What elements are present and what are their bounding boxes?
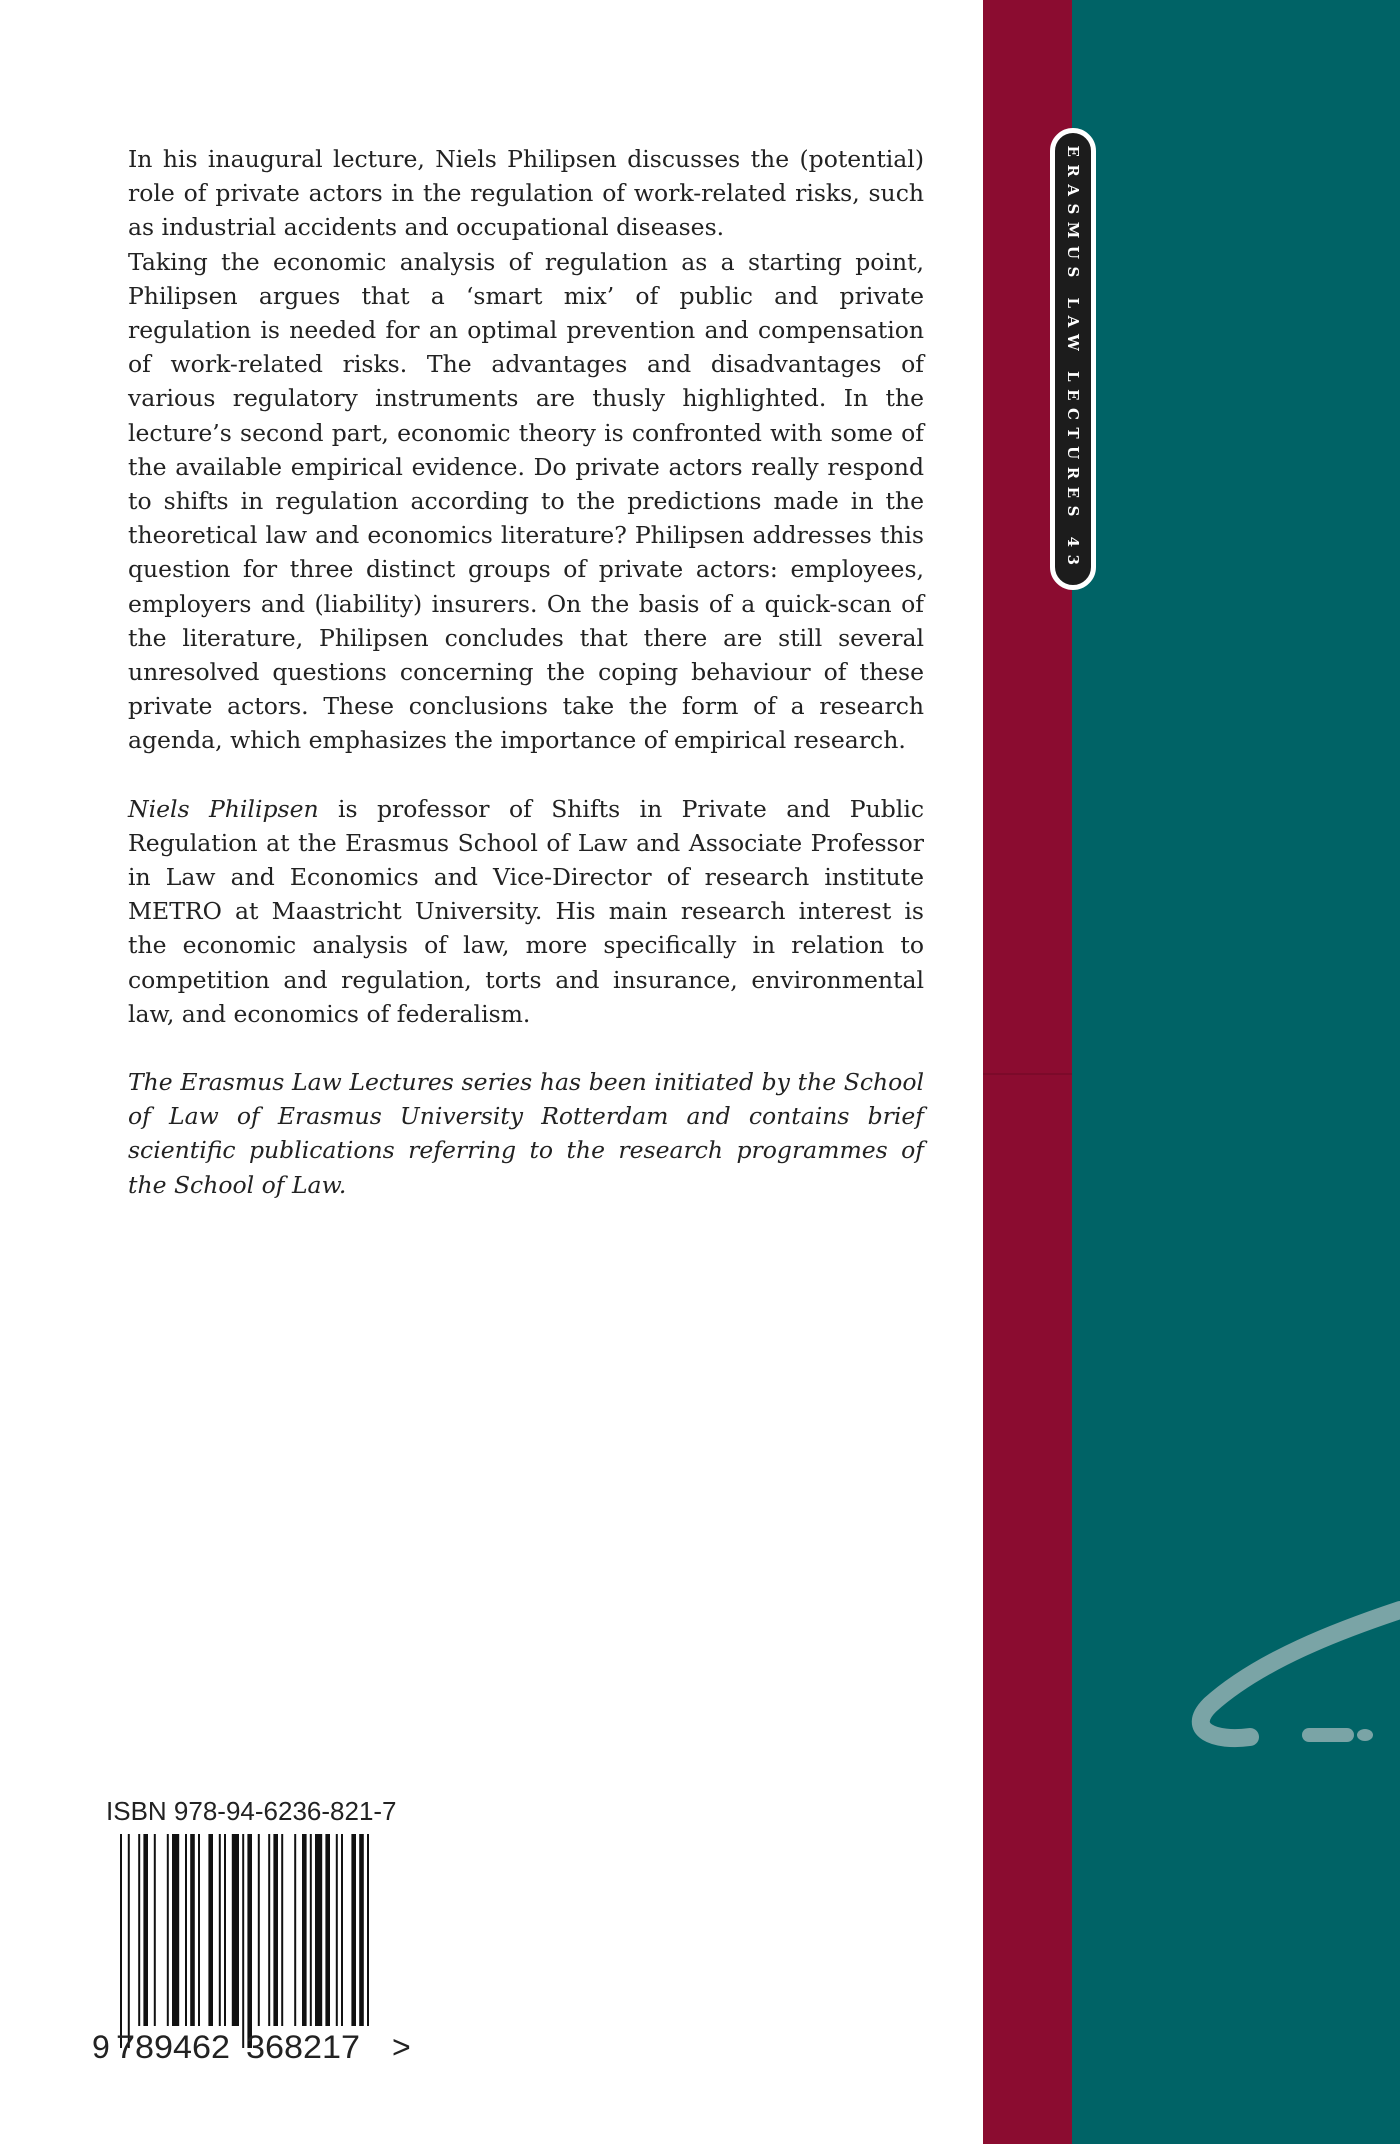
barcode-bar [310, 1834, 312, 2026]
barcode-digits-right: 368217 [246, 2029, 360, 2064]
barcode-bar [294, 1834, 296, 2026]
series-badge-label: ERASMUS LAW LECTURES 43 [1064, 145, 1082, 573]
barcode-bar [167, 1834, 169, 2026]
barcode-bar [219, 1834, 221, 2026]
series-badge [1050, 128, 1096, 590]
barcode-bar [341, 1834, 343, 2026]
barcode [86, 1834, 426, 2064]
barcode-bar [128, 1834, 130, 2048]
barcode-bar [120, 1834, 122, 2048]
isbn-label: ISBN 978-94-6236-821-7 [106, 1796, 397, 1826]
barcode-bar [247, 1834, 252, 2048]
series-note: The Erasmus Law Lectures series has been initiated by the School of Law of Erasmus University Rotterdam and contains brief scientific publications referring to the research programmes of the School of Law. [128, 1068, 924, 1199]
barcode-bar [208, 1834, 213, 2026]
barcode-bar [325, 1834, 330, 2026]
barcode-bar [336, 1834, 338, 2026]
barcode-bars [120, 1834, 369, 2048]
barcode-bar [258, 1834, 260, 2026]
swoosh-graphic [1160, 1540, 1400, 1760]
barcode-digit-first: 9 [92, 2029, 110, 2064]
author-bio-text: is professor of Shifts in Private and Public Regulation at the Erasmus School of Law and Associate Professor in Law and Economics and Vice-Director of research institute METRO at Maastricht University. His main research interest is the economic analysis of law, more specifically in relation to competition and regulation, torts and insurance, environmental law, and economics of federalism. [128, 794, 924, 1028]
swoosh-dot [1357, 1729, 1373, 1741]
barcode-bar [367, 1834, 369, 2026]
barcode-bar [172, 1834, 179, 2026]
barcode-bar [359, 1834, 364, 2026]
abstract-paragraph-1: In his inaugural lecture, Niels Philipsen discusses the (potential) role of private actors in the regulation of work-related risks, such as industrial accidents and occupational diseases. [128, 145, 924, 242]
barcode-bar [302, 1834, 307, 2026]
barcode-bar [232, 1834, 239, 2026]
swoosh-stroke [1201, 1610, 1400, 1738]
author-name: Niels Philipsen [128, 794, 319, 823]
barcode-bar [224, 1834, 226, 2026]
swoosh-dash [1302, 1728, 1354, 1742]
abstract-paragraph-2: Taking the economic analysis of regulation as a starting point, Philipsen argues that a ‘smart mix’ of public and private regulation is needed for an optimal prevention and compensation of work-related risks. The advantages and disadvantages of various regulatory instruments are thusly highlighted. In the lecture’s second part, economic theory is confronted with some of the available empirical evidence. Do private actors really respond to shifts in regulation according to the predictions made in the theoretical law and economics literature? Philipsen addresses this question for three distinct groups of private actors: employees, employers and (liability) insurers. On the basis of a quick-scan of the literature, Philipsen concludes that there are still several unresolved questions concerning the coping behaviour of these private actors. These conclusions take the form of a research agenda, which emphasizes the importance of empirical research. [128, 247, 924, 755]
barcode-bar [154, 1834, 156, 2026]
barcode-quiet-mark: > [392, 2029, 411, 2064]
barcode-bar [281, 1834, 283, 2026]
spacer [128, 758, 924, 792]
spine-seam [983, 1073, 1072, 1075]
spacer [128, 1031, 924, 1065]
barcode-bar [138, 1834, 140, 2026]
barcode-bar [198, 1834, 200, 2026]
barcode-bar [143, 1834, 148, 2026]
barcode-bar [242, 1834, 244, 2048]
barcode-bar [315, 1834, 322, 2026]
teal-panel [1072, 0, 1400, 2144]
barcode-digits-left: 789462 [116, 2029, 230, 2064]
barcode-bar [351, 1834, 356, 2026]
back-cover-text [128, 142, 924, 1202]
barcode-bar [268, 1834, 270, 2026]
barcode-bar [273, 1834, 278, 2026]
author-bio [128, 792, 924, 1031]
barcode-bar [190, 1834, 195, 2026]
barcode-bar [185, 1834, 187, 2026]
